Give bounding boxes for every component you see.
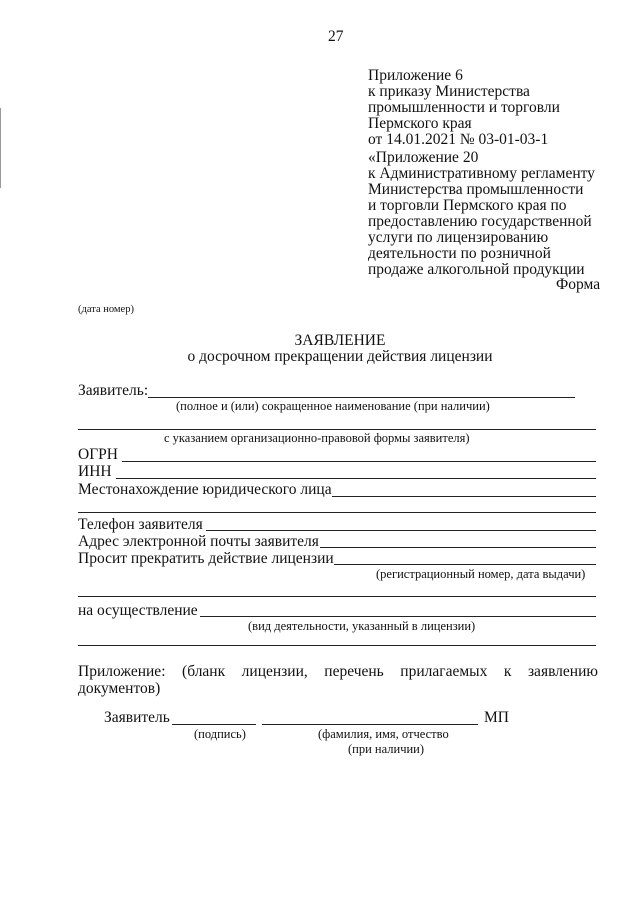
activity-field-line2[interactable] xyxy=(78,645,596,646)
document-subtitle: о досрочном прекращении действия лицензии xyxy=(187,348,493,365)
appendix-20-header xyxy=(368,150,595,278)
document-title: ЗАЯВЛЕНИЕ xyxy=(294,332,386,349)
form-label: Форма xyxy=(556,276,601,293)
signature-field[interactable] xyxy=(172,724,256,725)
attachment-line2: документов) xyxy=(78,680,161,697)
applicant-label: Заявитель: xyxy=(78,382,149,399)
location-field[interactable] xyxy=(332,496,596,497)
attachment-word: лицензии, xyxy=(241,663,308,680)
appendix-line: Приложение 6 xyxy=(368,67,463,84)
email-label: Адрес электронной почты заявителя xyxy=(78,533,319,550)
applicant-name-field[interactable] xyxy=(148,397,575,398)
page-edge-mark xyxy=(0,108,1,188)
legal-form-field[interactable] xyxy=(78,429,596,430)
appendix-line: промышленности и торговли xyxy=(368,99,560,116)
activity-label: на осуществление xyxy=(78,602,198,619)
seal-label: МП xyxy=(484,709,509,726)
location-field-line2[interactable] xyxy=(78,512,596,513)
applicant-hint: (полное и (или) сокращенное наименование (при наличии) xyxy=(176,399,490,413)
license-reg-field-line2[interactable] xyxy=(78,596,596,597)
activity-field[interactable] xyxy=(200,616,596,617)
attachment-word: заявлению xyxy=(527,663,598,680)
inn-field[interactable] xyxy=(116,478,596,479)
signature-hint: (подпись) xyxy=(194,727,246,741)
inn-label: ИНН xyxy=(78,463,112,480)
full-name-hint: (фамилия, имя, отчество xyxy=(318,727,449,741)
phone-field[interactable] xyxy=(206,530,596,531)
ogrn-field[interactable] xyxy=(122,461,596,462)
full-name-field[interactable] xyxy=(262,724,478,725)
appendix-line: деятельности по розничной xyxy=(368,245,551,262)
attachment-word: (бланк xyxy=(182,663,226,680)
appendix-line: Министерства промышленности xyxy=(368,181,584,198)
page-number: 27 xyxy=(328,28,344,45)
appendix-line: «Приложение 20 xyxy=(368,149,479,166)
appendix-line: продаже алкогольной продукции xyxy=(368,261,585,278)
attachment-word: перечень xyxy=(324,663,384,680)
attachment-line xyxy=(78,664,598,680)
location-label: Местонахождение юридического лица xyxy=(78,481,332,498)
attachment-word: прилагаемых xyxy=(400,663,488,680)
appendix-line: к приказу Министерства xyxy=(368,83,530,100)
appendix-line: к Административному регламенту xyxy=(368,165,595,182)
full-name-hint-2: (при наличии) xyxy=(348,742,425,756)
phone-label: Телефон заявителя xyxy=(78,516,203,533)
email-field[interactable] xyxy=(320,547,596,548)
appendix-line: Пермского края xyxy=(368,115,472,132)
signature-applicant-label: Заявитель xyxy=(104,709,170,726)
license-reg-field[interactable] xyxy=(334,564,596,565)
activity-hint: (вид деятельности, указанный в лицензии) xyxy=(248,619,476,633)
reg-hint: (регистрационный номер, дата выдачи) xyxy=(376,567,586,581)
attachment-label: Приложение: xyxy=(78,663,166,680)
appendix-line: предоставлению государственной xyxy=(368,213,592,230)
ogrn-label: ОГРН xyxy=(78,446,118,463)
attachment-word: к xyxy=(503,663,512,680)
date-number-label: (дата номер) xyxy=(78,304,134,315)
appendix-line: услуги по лицензированию xyxy=(368,229,549,246)
legal-form-hint: с указанием организационно-правовой формы заявителя) xyxy=(164,431,470,445)
appendix-line: от 14.01.2021 № 03-01-03-1 xyxy=(368,131,549,148)
appendix-line: и торговли Пермского края по xyxy=(368,197,567,214)
appendix-6-header xyxy=(368,68,560,148)
terminate-label: Просит прекратить действие лицензии xyxy=(78,550,334,567)
